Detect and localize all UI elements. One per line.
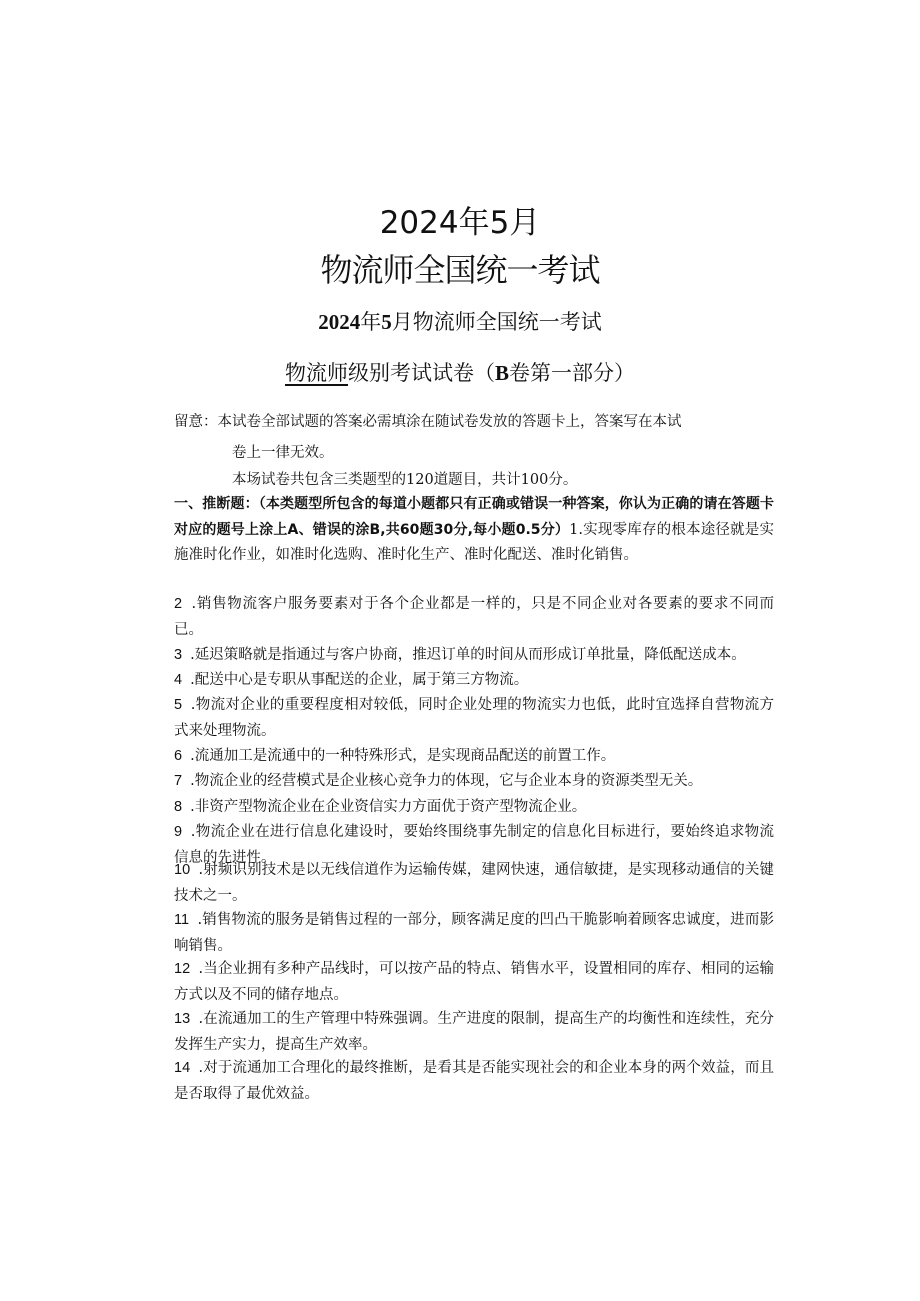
question-item: [174, 795, 774, 821]
section-heading-bold: 一、推断题：（本类题型所包含的每道小题都只有正确或错误一种答案，你认为正确的请在答题卡对应的题号上涂上A、错误的涂B,共60题30分,每小题0.5分）: [174, 496, 774, 538]
question-number: 4: [174, 672, 191, 688]
question-text: .销售物流客户服务要素对于各个企业都是一样的，只是不同企业对各要素的要求不同而已。: [174, 596, 775, 638]
question-text: .流通加工是流通中的一种特殊形式，是实现商品配送的前置工作。: [190, 748, 616, 764]
question-text: .对于流通加工合理化的最终推断，是看其是否能实现社会的和企业本身的两个效益，而且是否取得了最优效益。: [174, 1060, 774, 1102]
paper-title: [0, 358, 920, 388]
paper-title-mid: 级别考试试卷（: [347, 361, 495, 385]
question-number: 7: [174, 773, 191, 789]
question-number: 10: [174, 862, 199, 878]
question-number: 3: [174, 647, 191, 663]
question-1: 1.实现零库存的根本途径就是实施准时化作业，如准时化选购、准时化生产、准时化配送、准时化销售。: [174, 521, 774, 564]
question-text: .配送中心是专职从事配送的企业，属于第三方物流。: [190, 672, 529, 688]
paper-title-end: 卷第一部分）: [509, 361, 635, 385]
page-title-date: 2024年5月: [379, 205, 541, 241]
question-text: .延迟策略就是指通过与客户协商，推迟订单的时间从而形成订单批量，降低配送成本。: [190, 647, 746, 663]
note-line-3: 本场试卷共包含三类题型的120道题目，共计100分。: [232, 472, 578, 488]
question-number: 12: [174, 961, 199, 977]
subtitle-rest: 月物流师全国统一考试: [391, 310, 602, 334]
question-text: .非资产型物流企业在企业资信实力方面优于资产型物流企业。: [190, 799, 587, 815]
question-number: 2: [174, 596, 192, 612]
question-item: [174, 1007, 774, 1058]
question-text: .销售物流的服务是销售过程的一部分，顾客满足度的凹凸干脆影响着顾客忠诚度，进而影响销售。: [174, 912, 775, 954]
question-item: [174, 858, 774, 909]
question-item: [174, 744, 774, 770]
subtitle-month: 5: [381, 310, 392, 334]
question-number: 11: [174, 912, 198, 928]
question-number: 8: [174, 799, 191, 815]
question-item: [174, 643, 774, 669]
note-line-2: 卷上一律无效。: [232, 445, 334, 461]
subtitle-year-suffix: 年: [360, 310, 382, 334]
question-item: [174, 592, 774, 643]
question-text: .当企业拥有多种产品线时，可以按产品的特点、销售水平，设置相同的库存、相同的运输方式以及不同的储存地点。: [174, 961, 774, 1003]
question-text: .射频识别技术是以无线信道作为运输传媒，建网快速，通信敏捷，是实现移动通信的关键技术之一。: [174, 862, 774, 904]
page-title-exam: 物流师全国统一考试: [320, 251, 600, 289]
question-item: [174, 693, 774, 744]
question-item: [174, 769, 774, 795]
note-line-1: 留意：本试卷全部试题的答案必需填涂在随试卷发放的答题卡上，答案写在本试: [174, 414, 682, 430]
question-text: .在流通加工的生产管理中特殊强调。生产进度的限制，提高生产的均衡性和连续性，充分发挥生产实力，提高生产效率。: [174, 1011, 774, 1053]
subtitle-year: 2024: [318, 310, 361, 334]
question-number: 6: [174, 748, 191, 764]
question-number: 9: [174, 824, 191, 840]
question-number: 5: [174, 697, 191, 713]
question-text: .物流对企业的重要程度相对较低，同时企业处理的物流实力也低，此时宜选择自营物流方式来处理物流。: [174, 697, 774, 739]
question-text: .物流企业的经营模式是企业核心竞争力的体现，它与企业本身的资源类型无关。: [190, 773, 703, 789]
question-number: 13: [174, 1011, 199, 1027]
question-number: 14: [174, 1060, 199, 1076]
question-item: [174, 908, 774, 959]
subtitle: [0, 307, 920, 337]
question-item: [174, 1056, 774, 1107]
question-item: [174, 668, 774, 694]
paper-title-version: B: [494, 361, 509, 385]
paper-title-underlined: 物流师: [284, 361, 348, 385]
question-text: .物流企业在进行信息化建设时，要始终围绕事先制定的信息化目标进行，要始终追求物流信息的先进性。: [174, 824, 774, 866]
section-heading: [174, 492, 774, 569]
question-item: [174, 957, 774, 1008]
